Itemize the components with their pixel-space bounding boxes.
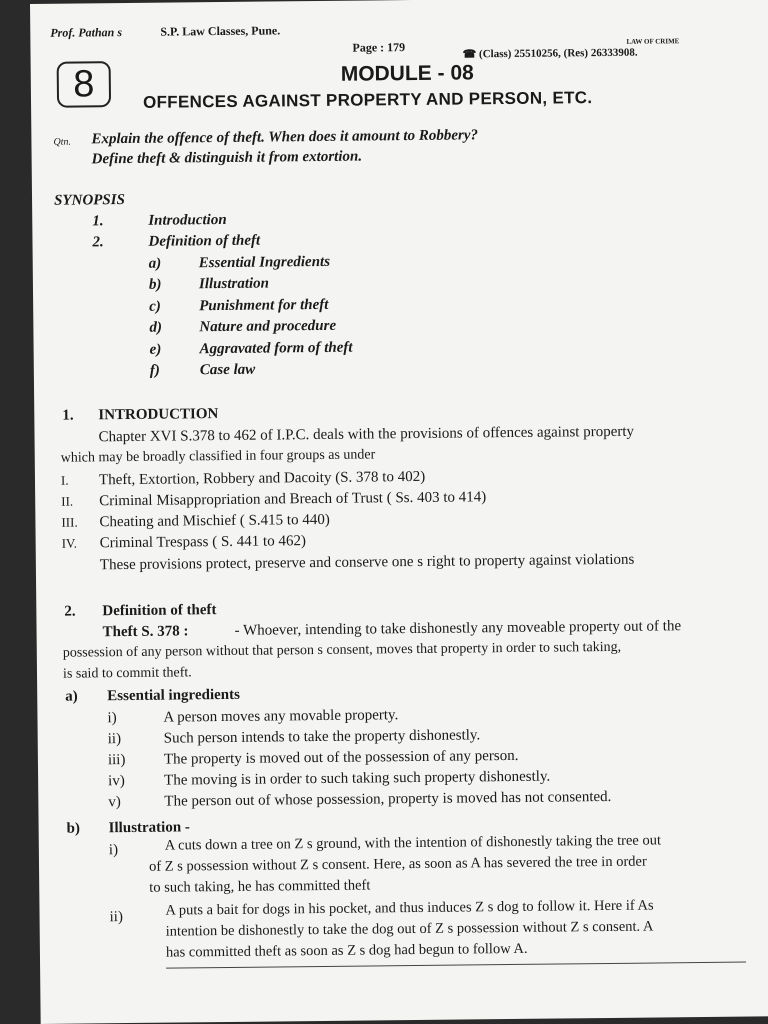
synopsis-subitem-num: d) bbox=[149, 319, 162, 336]
synopsis-subitem: Aggravated form of theft bbox=[199, 339, 353, 358]
synopsis-subitem-num: e) bbox=[149, 341, 162, 358]
synopsis-item-num: 2. bbox=[92, 234, 104, 251]
definition-text: - Whoever, intending to take dishonestly any moveable property out of the bbox=[234, 618, 682, 639]
synopsis-subitem-num: c) bbox=[149, 298, 161, 315]
illustration-num: ii) bbox=[109, 909, 123, 926]
theft-section-label: Theft S. 378 : bbox=[102, 623, 189, 641]
subject-tag: LAW OF CRIME bbox=[626, 37, 680, 46]
ingredient-item: The moving is in order to such taking such property dishonestly. bbox=[164, 768, 551, 789]
module-number-box bbox=[57, 61, 111, 108]
subsection-num: a) bbox=[65, 688, 78, 705]
page-number: Page : 179 bbox=[352, 40, 406, 55]
ingredients-heading: Essential ingredients bbox=[107, 686, 240, 705]
ingredient-num: v) bbox=[108, 794, 121, 811]
illustration-line: intention be dishonestly to take the dog out of Z s possession without Z s consent. A bbox=[165, 918, 654, 940]
illustration-line: A puts a bait for dogs in his pocket, and thus induces Z s dog to follow it. Here if As bbox=[165, 897, 654, 919]
synopsis-subitem: Illustration bbox=[198, 275, 270, 293]
group-item: Criminal Trespass ( S. 441 to 462) bbox=[99, 533, 306, 552]
institute-name: S.P. Law Classes, Pune. bbox=[160, 23, 281, 39]
ingredient-item: The property is moved out of the possession of any person. bbox=[163, 747, 519, 768]
illustration-line: to such taking, he has committed theft bbox=[149, 877, 371, 896]
module-number: 8 bbox=[73, 63, 95, 106]
synopsis-heading: SYNOPSIS bbox=[53, 192, 126, 209]
question-marker: Qtn. bbox=[53, 136, 72, 148]
illustration-line: has committed theft as soon as Z s dog had begun to follow A. bbox=[165, 940, 528, 961]
synopsis-subitem: Punishment for theft bbox=[199, 296, 329, 315]
synopsis-subitem: Essential Ingredients bbox=[198, 253, 331, 272]
section-heading: Definition of theft bbox=[102, 602, 217, 620]
group-num: II. bbox=[61, 493, 74, 509]
section-number: 1. bbox=[62, 407, 74, 424]
synopsis-subitem: Nature and procedure bbox=[199, 317, 337, 336]
intro-paragraph-cont: which may be broadly classified in four groups as under bbox=[60, 447, 376, 466]
synopsis-item: Definition of theft bbox=[148, 232, 261, 250]
group-num: III. bbox=[61, 514, 78, 530]
group-item: Theft, Extortion, Robbery and Dacoity (S. 378 to 402) bbox=[98, 468, 426, 489]
definition-text-cont: possession of any person without that person s consent, moves that property in order to such taking, bbox=[62, 639, 622, 661]
synopsis-subitem: Case law bbox=[199, 361, 256, 379]
definition-text-end: is said to commit theft. bbox=[62, 665, 192, 682]
module-title: OFFENCES AGAINST PROPERTY AND PERSON, ETC. bbox=[142, 88, 593, 112]
synopsis-subitem-num: a) bbox=[148, 255, 162, 272]
synopsis-subitem-num: b) bbox=[148, 276, 162, 293]
illustration-line: of Z s possession without Z s consent. Here, as soon as A has severed the tree in order bbox=[148, 853, 647, 875]
intro-closing: These provisions protect, preserve and conserve one s right to property against violations bbox=[99, 551, 635, 574]
question-line-1: Explain the offence of theft. When does it amount to Robbery? bbox=[91, 127, 479, 148]
illustration-line: A cuts down a tree on Z s ground, with the intention of dishonestly taking the tree out bbox=[164, 832, 662, 854]
contact-numbers: ☎ (Class) 25510256, (Res) 26333908. bbox=[462, 46, 638, 61]
author-name: Prof. Pathan s bbox=[50, 25, 123, 40]
module-label: MODULE - 08 bbox=[340, 61, 474, 86]
group-num: I. bbox=[60, 472, 69, 488]
section-number: 2. bbox=[64, 603, 76, 620]
ingredient-num: i) bbox=[107, 710, 117, 727]
intro-paragraph: Chapter XVI S.378 to 462 of I.P.C. deals with the provisions of offences against property bbox=[98, 423, 635, 446]
group-item: Criminal Misappropriation and Breach of Trust ( Ss. 403 to 414) bbox=[99, 489, 487, 510]
ingredient-item: The person out of whose possession, property is moved has not consented. bbox=[164, 788, 612, 810]
ingredient-num: iii) bbox=[107, 752, 126, 769]
document-page bbox=[30, 0, 768, 1024]
bottom-rule bbox=[166, 962, 746, 969]
synopsis-subitem-num: f) bbox=[149, 362, 160, 379]
ingredient-num: ii) bbox=[107, 731, 122, 748]
ingredient-num: iv) bbox=[108, 773, 125, 790]
section-heading: INTRODUCTION bbox=[98, 406, 219, 424]
question-line-2: Define theft & distinguish it from extortion. bbox=[91, 148, 363, 168]
ingredient-item: A person moves any movable property. bbox=[163, 707, 399, 726]
subsection-num: b) bbox=[66, 820, 81, 837]
synopsis-item: Introduction bbox=[148, 211, 227, 229]
group-num: IV. bbox=[61, 535, 78, 551]
illustration-num: i) bbox=[108, 842, 119, 859]
group-item: Cheating and Mischief ( S.415 to 440) bbox=[99, 511, 330, 531]
ingredient-item: Such person intends to take the property dishonestly. bbox=[163, 727, 481, 747]
illustration-heading: Illustration - bbox=[108, 819, 190, 837]
synopsis-item-num: 1. bbox=[92, 213, 104, 230]
